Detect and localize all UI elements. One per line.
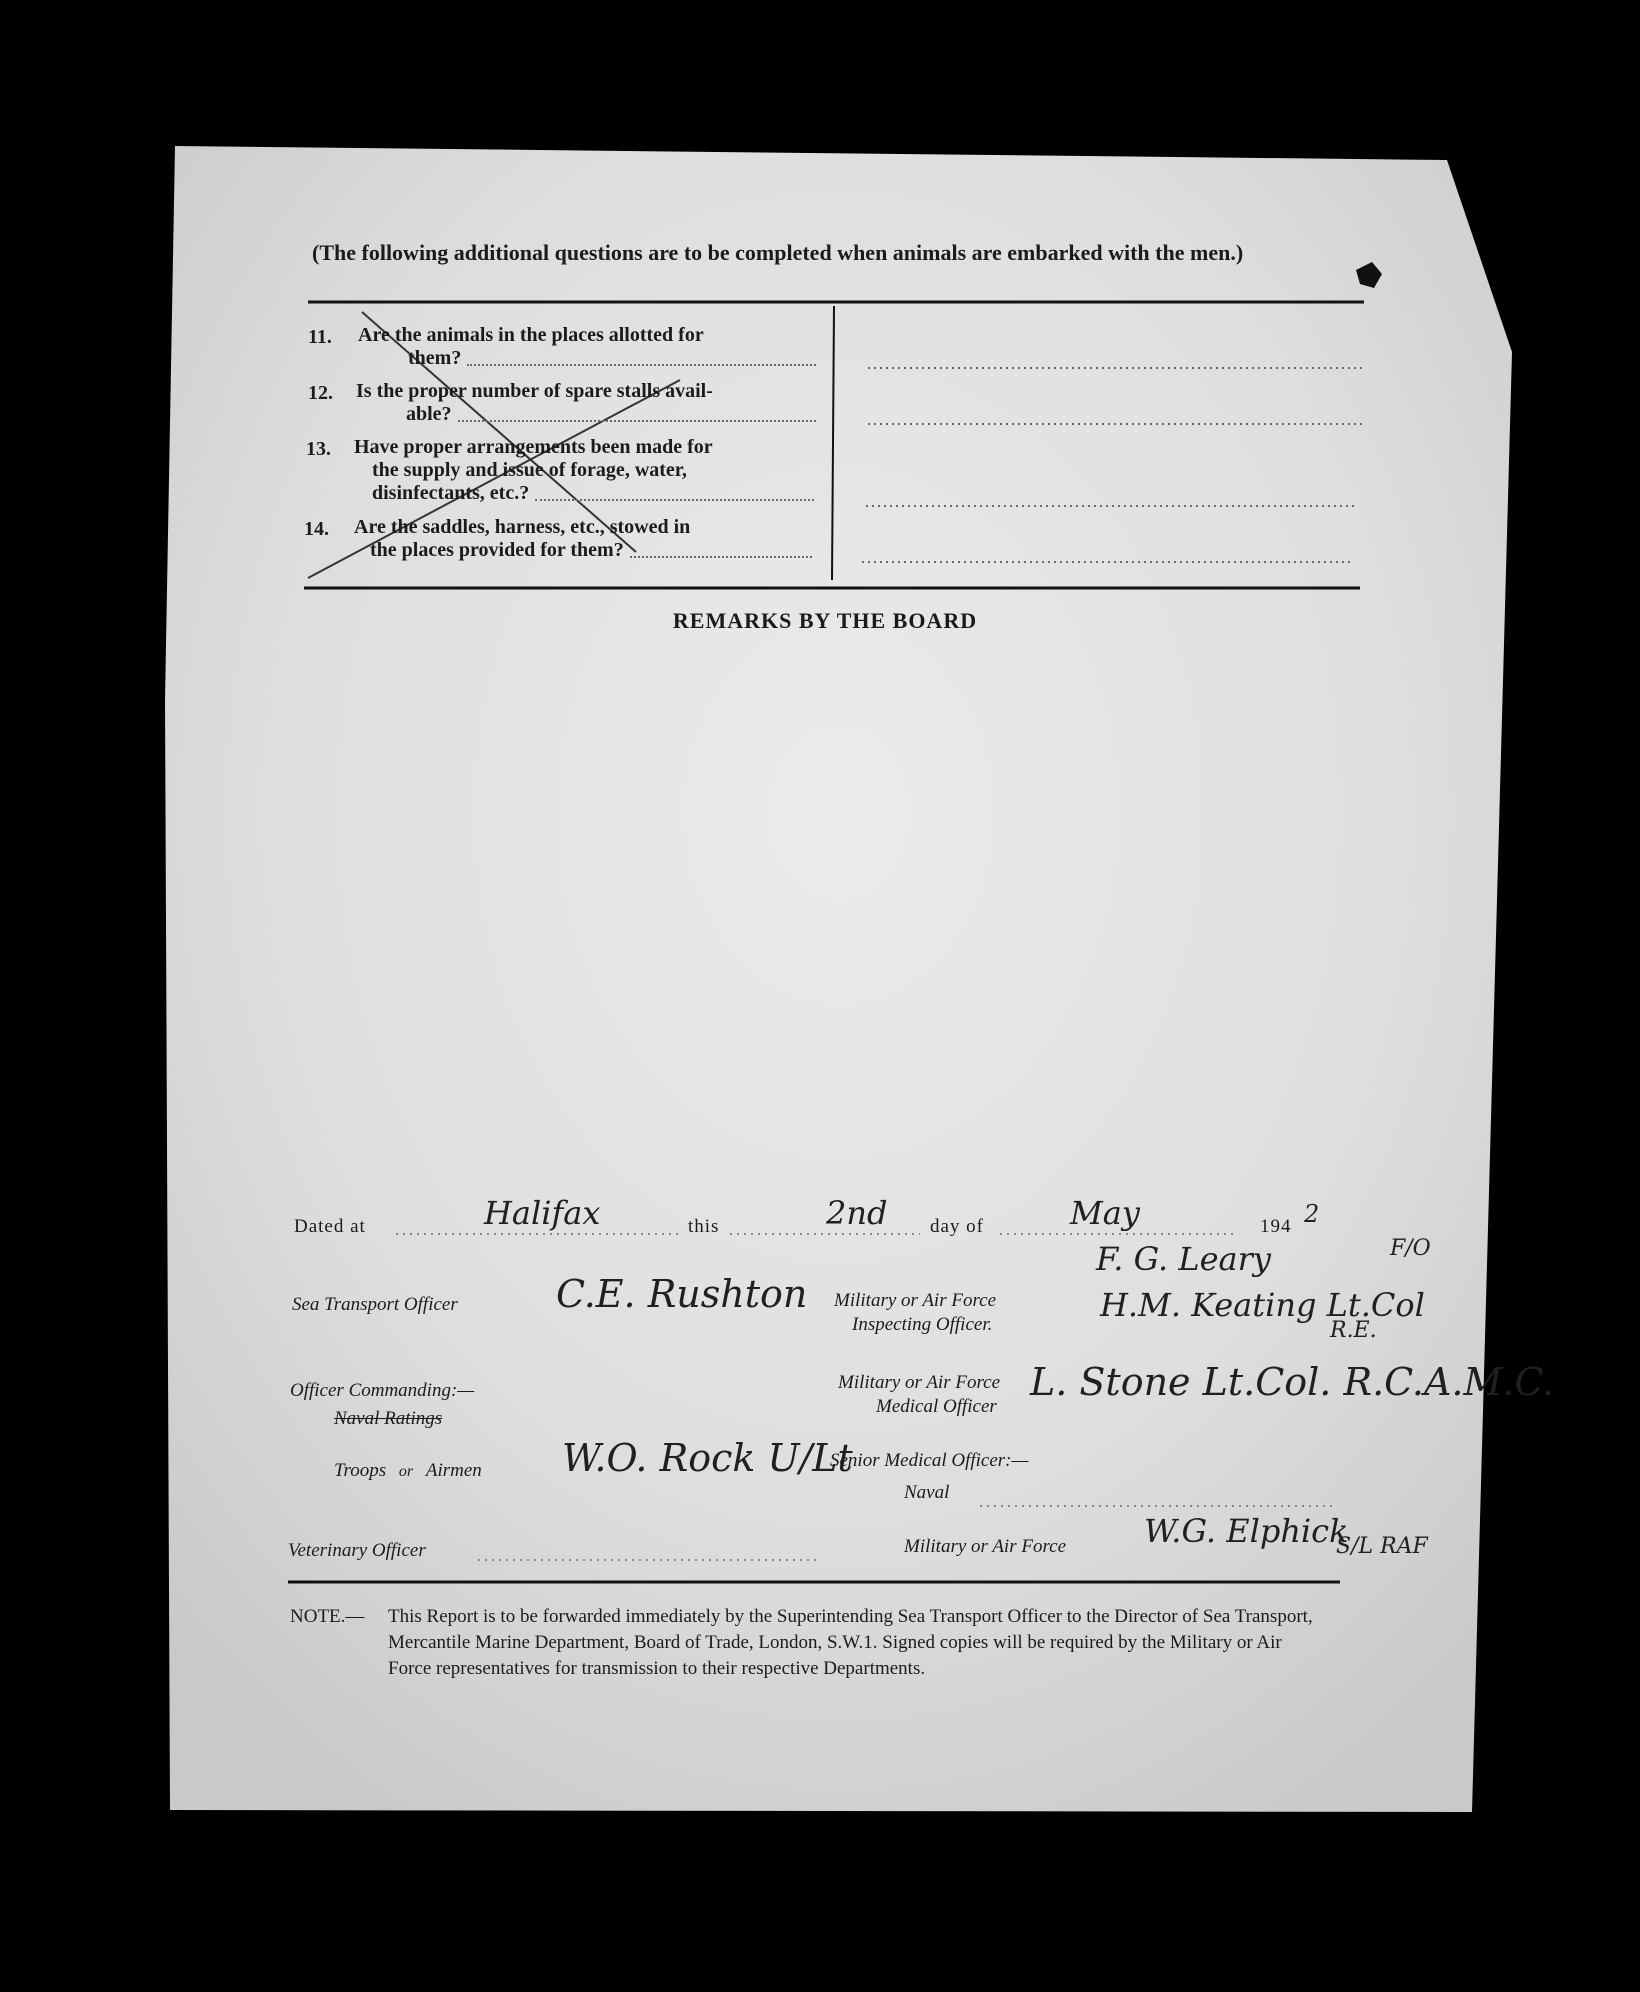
troops-officer-signature: W.O. Rock U/Lt [562, 1436, 853, 1480]
dated-day-handwritten: 2nd [826, 1194, 888, 1232]
question-12-dots [458, 420, 816, 422]
question-11-number: 11. [308, 326, 332, 348]
question-12-line2-row [356, 403, 816, 426]
inspecting-officer-signature-1-suffix: F/O [1390, 1236, 1431, 1261]
troops-or-label: or [398, 1463, 414, 1480]
question-14-line2: the places provided for them? [370, 539, 624, 561]
question-14-text [354, 516, 812, 562]
dated-this-label: this [688, 1216, 720, 1237]
troops-airmen-label [334, 1460, 482, 1482]
question-13-line2: the supply and issue of forage, water, [372, 459, 687, 481]
question-11-text [358, 324, 816, 370]
question-11-line2-row [358, 347, 816, 370]
sea-transport-officer-label: Sea Transport Officer [292, 1294, 458, 1315]
question-13-dots [535, 499, 814, 501]
veterinary-officer-label: Veterinary Officer [288, 1540, 426, 1561]
dated-at-label: Dated at [294, 1216, 366, 1237]
question-12-line1: Is the proper number of spare stalls avail- [356, 380, 713, 402]
question-13-line1: Have proper arrangements been made for [354, 436, 713, 458]
inspecting-officer-label-2: Inspecting Officer. [852, 1314, 993, 1335]
question-12-text [356, 380, 816, 426]
question-11-line2: them? [408, 347, 462, 369]
question-13-number: 13. [306, 438, 331, 460]
sea-transport-officer-signature: C.E. Rushton [556, 1272, 808, 1316]
question-13-line3-row [354, 482, 814, 505]
officer-commanding-label: Officer Commanding:— [290, 1380, 475, 1401]
medical-officer-label-1: Military or Air Force [838, 1372, 1001, 1393]
question-12-number: 12. [308, 382, 333, 404]
inspecting-officer-signature-1: F. G. Leary [1096, 1240, 1271, 1278]
medical-officer-label-2: Medical Officer [876, 1396, 997, 1417]
dated-year-printed: 194 [1260, 1216, 1292, 1237]
animals-intro-text: (The following additional questions are to be completed when animals are embarked with the men.) [312, 240, 1244, 265]
note-text: This Report is to be forwarded immediately by the Superintending Sea Transport Officer to the Director of Sea Transport, Mercantile Marine Department, Board of Trade, London, S.W.1. Signed copies will be required by the Military or Air Force representatives for transmission to their respective Departments. [388, 1606, 1313, 1679]
question-14-line1: Are the saddles, harness, etc., stowed in [354, 516, 691, 538]
inspecting-officer-signature-2: H.M. Keating Lt.Col [1100, 1286, 1425, 1324]
note-label: NOTE.— [290, 1606, 365, 1627]
question-11-dots [467, 364, 816, 366]
naval-ratings-label: Naval Ratings [334, 1408, 443, 1429]
dated-year-handwritten: 2 [1304, 1200, 1320, 1228]
inspecting-officer-signature-2-suffix: R.E. [1330, 1318, 1377, 1343]
inspecting-officer-label-1: Military or Air Force [834, 1290, 997, 1311]
dated-day-of-label: day of [930, 1216, 985, 1237]
question-12-line2: able? [406, 403, 452, 425]
remarks-heading: REMARKS BY THE BOARD [672, 608, 978, 633]
senior-medical-officer-label: Senior Medical Officer:— [830, 1450, 1029, 1471]
question-11-line1: Are the animals in the places allotted for [358, 324, 704, 346]
question-13-line3: disinfectants, etc.? [372, 482, 530, 504]
senior-medical-airforce-signature-suffix: S/L RAF [1336, 1534, 1428, 1559]
senior-medical-airforce-signature: W.G. Elphick [1144, 1512, 1349, 1550]
troops-label: Troops [334, 1460, 387, 1481]
airmen-label: Airmen [425, 1460, 482, 1481]
question-14-line2-row [354, 539, 812, 562]
dated-month-handwritten: May [1070, 1194, 1140, 1232]
dated-place-handwritten: Halifax [484, 1194, 601, 1232]
senior-medical-airforce-label: Military or Air Force [904, 1536, 1067, 1557]
question-14-dots [630, 556, 812, 558]
medical-officer-signature: L. Stone Lt.Col. R.C.A.M.C. [1030, 1360, 1555, 1404]
question-13-text [354, 436, 814, 505]
question-14-number: 14. [304, 518, 329, 540]
senior-medical-naval-label: Naval [904, 1482, 950, 1503]
